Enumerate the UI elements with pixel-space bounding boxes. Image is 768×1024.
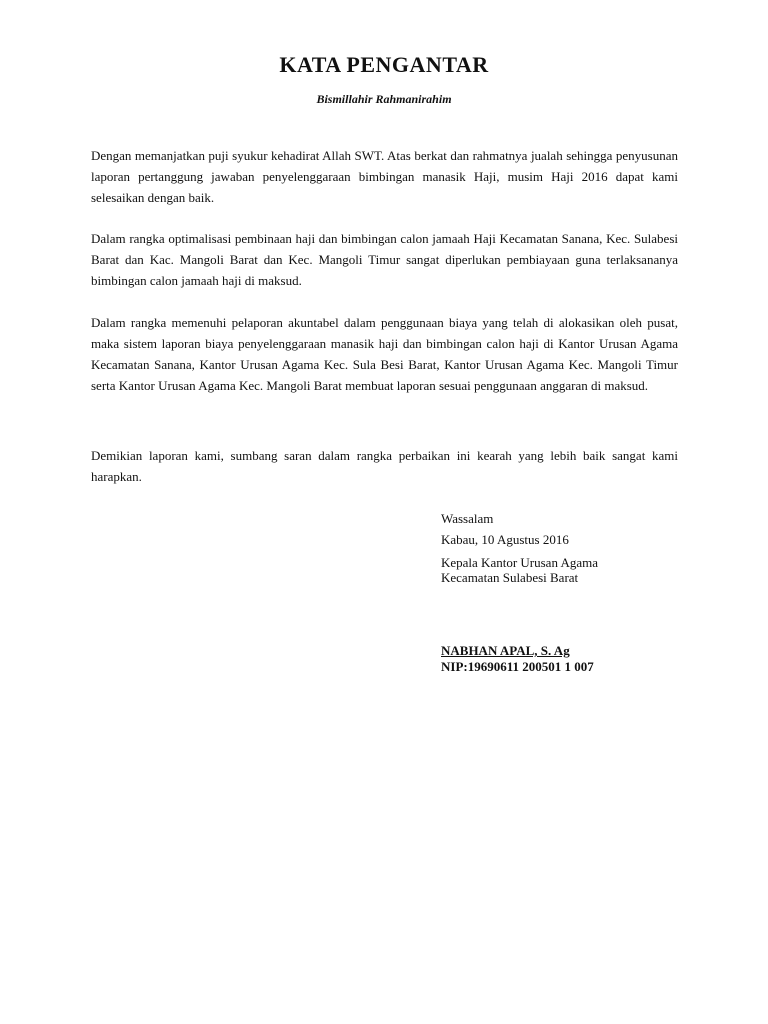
signature-place-date: Kabau, 10 Agustus 2016 — [441, 532, 569, 547]
signature-closing: Wassalam — [441, 511, 494, 526]
signature-position-line1: Kepala Kantor Urusan Agama — [441, 555, 599, 570]
paragraph-opening: Dengan memanjatkan puji syukur kehadirat Allah SWT. Atas berkat dan rahmatnya jualah sehingga penyusunan laporan pertanggung jawaban penyelenggaraan bimbingan manasik Haji, musim Haji 2016 dapat kami selesaikan dengan baik. — [91, 148, 678, 205]
signature-position-line2: Kecamatan Sulabesi Barat — [441, 570, 579, 585]
signer-name: NABHAN APAL, S. Ag — [441, 643, 570, 658]
paragraph-reporting: Dalam rangka memenuhi pelaporan akuntabel dalam penggunaan biaya yang telah di alokasikan oleh pusat, maka sistem laporan biaya penyelenggaraan manasik haji dan bimbingan calon haji di Kantor Urusan Agama Kecamatan Sanana, Kantor Urusan Agama Kec. Sula Besi Barat, Kantor Urusan Agama Kec. Mangoli Timur serta Kantor Urusan Agama Kec. Mangoli Barat membuat laporan sesuai penggunaan anggaran di maksud. — [91, 315, 678, 393]
paragraph-optimization: Dalam rangka optimalisasi pembinaan haji dan bimbingan calon jamaah Haji Kecamatan Sanana, Kec. Sulabesi Barat dan Kac. Mangoli Barat dan Kec. Mangoli Timur sangat diperlukan pembiayaan guna terlaksananya bimbingan calon jamaah haji di maksud. — [91, 231, 678, 288]
paragraph-closing: Demikian laporan kami, sumbang saran dalam rangka perbaikan ini kearah yang lebih baik sangat kami harapkan. — [91, 448, 678, 484]
signer-nip: NIP:19690611 200501 1 007 — [441, 659, 594, 674]
page-title: KATA PENGANTAR — [279, 52, 489, 77]
page-subtitle: Bismillahir Rahmanirahim — [316, 92, 452, 106]
